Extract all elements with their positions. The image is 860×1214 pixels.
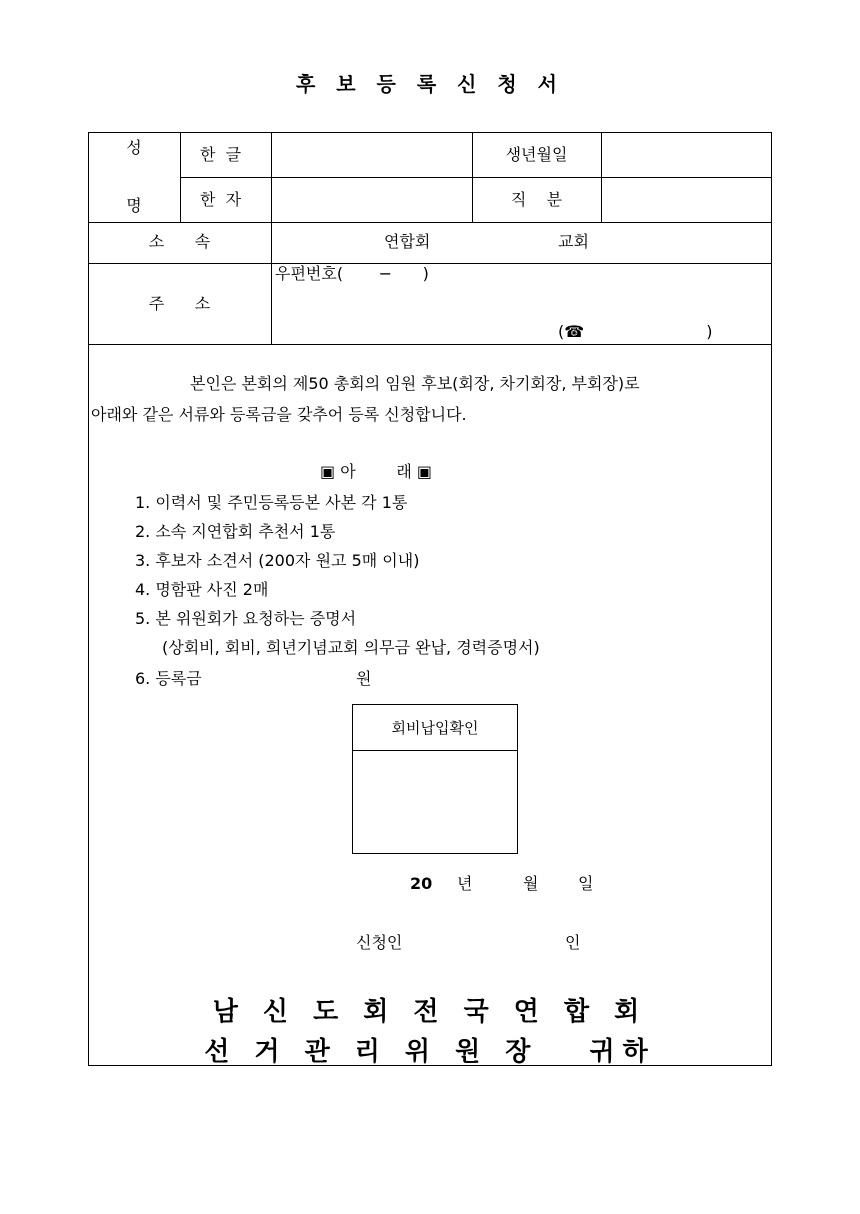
postal-code-label: 우편번호( − ) <box>275 264 429 283</box>
birthdate-field[interactable] <box>602 133 771 177</box>
date-day-unit: 일 <box>578 874 594 893</box>
application-statement-line2: 아래와 같은 서류와 등록금을 갖추어 등록 신청합니다. <box>91 405 467 424</box>
birthdate-label: 생년월일 <box>505 145 568 164</box>
list-item: 3. 후보자 소견서 (200자 원고 5매 이내) <box>135 551 420 570</box>
fee-confirmation-box <box>352 704 518 854</box>
date-year-unit: 년 <box>457 874 473 893</box>
name-label-top: 성 <box>126 138 142 157</box>
application-form-frame <box>88 132 772 1066</box>
federation-label: 연합회 <box>384 232 431 251</box>
date-month-unit: 월 <box>523 874 539 893</box>
seal-label: 인 <box>565 933 581 952</box>
fee-confirmation-label: 회비납입확인 <box>353 705 517 751</box>
recipient-organization: 남 신 도 회 전 국 연 합 회 <box>212 997 648 1027</box>
name-label-bottom: 명 <box>126 196 142 215</box>
position-field[interactable] <box>602 178 771 222</box>
application-statement-line1: 본인은 본회의 제50 총회의 임원 후보(회장, 차기회장, 부회장)로 <box>190 374 640 393</box>
hanja-name-field[interactable] <box>272 178 471 222</box>
position-label: 직 분 <box>510 190 563 209</box>
section-heading: ▣ 아 래 ▣ <box>320 462 433 481</box>
registration-fee-label: 6. 등록금 <box>135 669 202 688</box>
recipient-title: 선 거 관 리 위 원 장 귀하 <box>204 1037 656 1067</box>
date-year: 20 <box>410 874 433 893</box>
list-item: 2. 소속 지연합회 추천서 1통 <box>135 522 336 541</box>
form-title: 후 보 등 록 신 청 서 <box>295 72 565 96</box>
list-item: 4. 명함판 사진 2매 <box>135 580 269 599</box>
hanja-label: 한 자 <box>200 190 242 209</box>
affiliation-label: 소 속 <box>148 232 211 251</box>
table-divider <box>180 132 181 222</box>
table-divider <box>88 263 772 264</box>
table-divider <box>88 222 772 223</box>
phone-label: (☎ ) <box>558 322 713 341</box>
registration-fee-unit: 원 <box>356 669 372 688</box>
applicant-label: 신청인 <box>356 933 403 952</box>
church-label: 교회 <box>558 232 589 251</box>
list-item-detail: (상회비, 회비, 희년기념교회 의무금 완납, 경력증명서) <box>162 638 540 657</box>
table-divider <box>472 132 473 222</box>
hangul-label: 한 글 <box>200 145 242 164</box>
hangul-name-field[interactable] <box>272 133 471 177</box>
table-divider <box>88 344 772 345</box>
list-item: 5. 본 위원회가 요청하는 증명서 <box>135 609 357 628</box>
list-item: 1. 이력서 및 주민등록등본 사본 각 1통 <box>135 493 408 512</box>
address-label: 주 소 <box>148 294 211 313</box>
